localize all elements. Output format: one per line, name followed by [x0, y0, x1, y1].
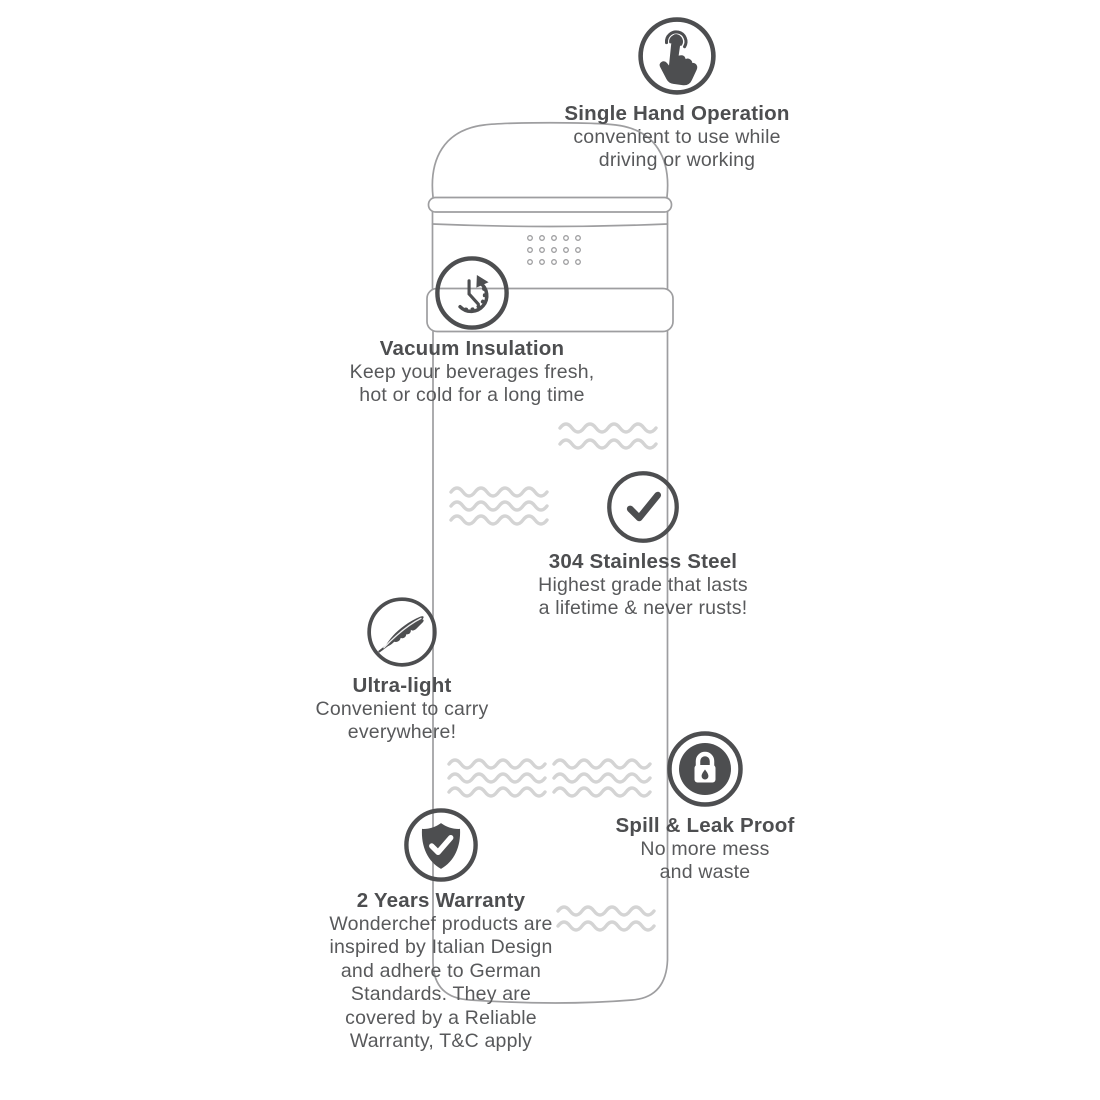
feature-line: Highest grade that lasts	[538, 573, 748, 596]
feature-line: and adhere to German	[340, 959, 542, 982]
feature-spill-leak-proof	[595, 729, 815, 885]
feature-stainless-steel	[523, 469, 763, 621]
feature-line: a lifetime & never rusts!	[538, 597, 748, 619]
feature-line: inspired by Italian Design	[329, 936, 553, 958]
shield-check-icon	[402, 806, 480, 884]
feature-title: 2 Years Warranty	[356, 889, 526, 912]
feature-line: Standards. They are	[350, 983, 532, 1005]
feather-icon	[365, 595, 439, 669]
feature-line: and waste	[659, 861, 751, 883]
padlock-icon	[665, 729, 745, 809]
tap-hand-icon	[636, 15, 718, 97]
feature-title: Single Hand Operation	[564, 102, 790, 125]
feature-line: everywhere!	[347, 721, 457, 743]
feature-single-hand-operation	[546, 15, 808, 173]
feature-title: 304 Stainless Steel	[548, 550, 738, 573]
feature-vacuum-insulation	[342, 254, 602, 408]
feature-line: Wonderchef products are	[329, 912, 553, 935]
feature-line: Warranty, T&C apply	[349, 1030, 533, 1052]
feature-ultra-light	[292, 595, 512, 745]
feature-line: convenient to use while	[573, 125, 781, 148]
feature-line: covered by a Reliable	[345, 1006, 537, 1029]
feature-title: Spill & Leak Proof	[615, 814, 795, 837]
clock-icon	[433, 254, 511, 332]
feature-line: Keep your beverages fresh,	[349, 360, 595, 383]
feature-title: Vacuum Insulation	[379, 337, 565, 360]
feature-line: No more mess	[640, 837, 770, 860]
feature-line: driving or working	[598, 149, 756, 171]
checkmark-icon	[605, 469, 681, 545]
feature-two-years-warranty	[320, 806, 562, 1054]
feature-line: hot or cold for a long time	[359, 384, 585, 406]
feature-line: Convenient to carry	[315, 697, 489, 720]
feature-title: Ultra-light	[352, 674, 452, 697]
